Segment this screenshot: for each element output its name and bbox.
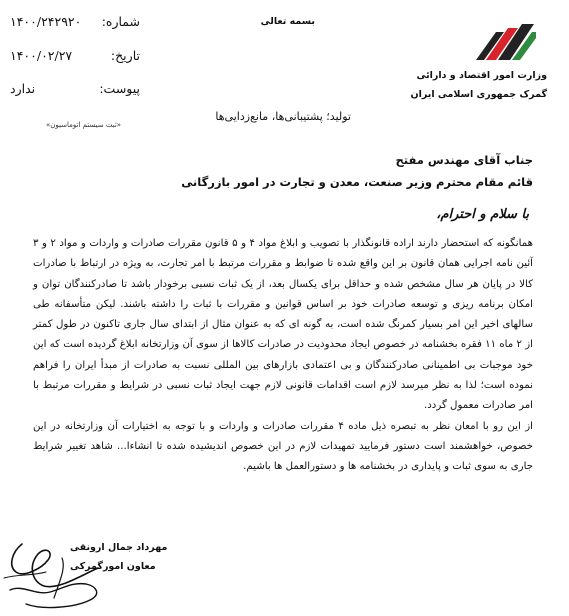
recipient-title: قائم مقام محترم وزیر صنعت، معدن و تجارت در امور بازرگانی — [181, 175, 533, 189]
letter-subject: تولید؛ پشتیبانی‌ها، مانع‌زدایی‌ها — [215, 110, 351, 123]
letter-body — [33, 234, 533, 478]
body-paragraph-1: همانگونه که استحضار دارند اراده قانونگذار با تصویب و ابلاغ مواد ۴ و ۵ قانون مقررات صادرات و واردات و مواد ۲ و ۳ آئین نامه اجرایی همان قانون بر این واقع شده تا ضوابط و مقررات مرتبط با امر تجارت، به ویژه در ارتباط با صادرات کالا در پایان هر سال مشخص شده و حداقل برای یکسال بعد، از یک ثبات نسبی برخودار باشد تا صادرکنندگان توان و امکان برنامه ریزی و توسعه صادرات خود بر اساس قوانین و مقررات با ثبات را داشته باشند. لیکن متأسفانه طی سالهای اخیر این امر بسیار کمرنگ شده است، به گونه ای که به عنوان مثال از ابتدای سال جاری تاکنون در طول کمتر از ۲ ماه ۱۱ فقره بخشنامه در خصوص ایجاد محدودیت در صادرات کالاها از سوی آن وزارتخانه ابلاغ گردیده است که این خود موجبات بی اطمینانی صادرکنندگان و بی اعتمادی بازارهای بین المللی نسبت به صادرات از مبدأ ایران را فراهم نموده است؛ لذا به نظر میرسد لازم است اقدامات قانونی لازم جهت ایجاد ثبات نسبی در شرایط و مقررات مرتبط با امر صادرات معمول گردد. — [33, 238, 534, 412]
attachment-value: ندارد — [10, 81, 36, 96]
number-field — [10, 14, 140, 32]
recipient-name: جناب آقای مهندس مفتح — [395, 153, 533, 167]
system-note: «ثبت سیستم اتوماسیون» — [46, 121, 122, 129]
signer-title: معاون امورگمرکی — [70, 561, 156, 572]
date-value: ۱۴۰۰/۰۲/۲۷ — [10, 48, 73, 63]
signer-name: مهرداد جمال ارونقی — [70, 542, 168, 553]
greeting: با سلام و احترام، — [436, 207, 529, 222]
number-value: ۱۴۰۰/۲۴۲۹۲۰ — [10, 14, 82, 29]
handwritten-signature-icon — [2, 538, 114, 614]
bismillah: بسمه تعالی — [260, 16, 315, 27]
number-label: شماره: — [101, 14, 140, 29]
date-field — [10, 48, 140, 66]
date-label: تاریخ: — [110, 48, 140, 63]
body-paragraph-2: از این رو با امعان نظر به تبصره ذیل ماده ۴ مقررات صادرات و واردات و با توجه به اختیارات آن وزارتخانه در این خصوص، خواهشمند است دستور فرمایید تمهیدات لازم در این خصوص اندیشیده شده تا انشاءا... شاهد تغییر شرایط جاری به سوی ثبات و پایداری در بخشنامه ها و دستورالعمل ها باشیم. — [33, 420, 533, 473]
customs-logo-icon — [474, 22, 538, 62]
org-customs: گمرک جمهوری اسلامی ایران — [410, 89, 547, 100]
org-ministry: وزارت امور اقتصاد و دارائی — [416, 70, 547, 81]
attachment-field — [10, 81, 140, 99]
attachment-label: پیوست: — [99, 81, 140, 96]
